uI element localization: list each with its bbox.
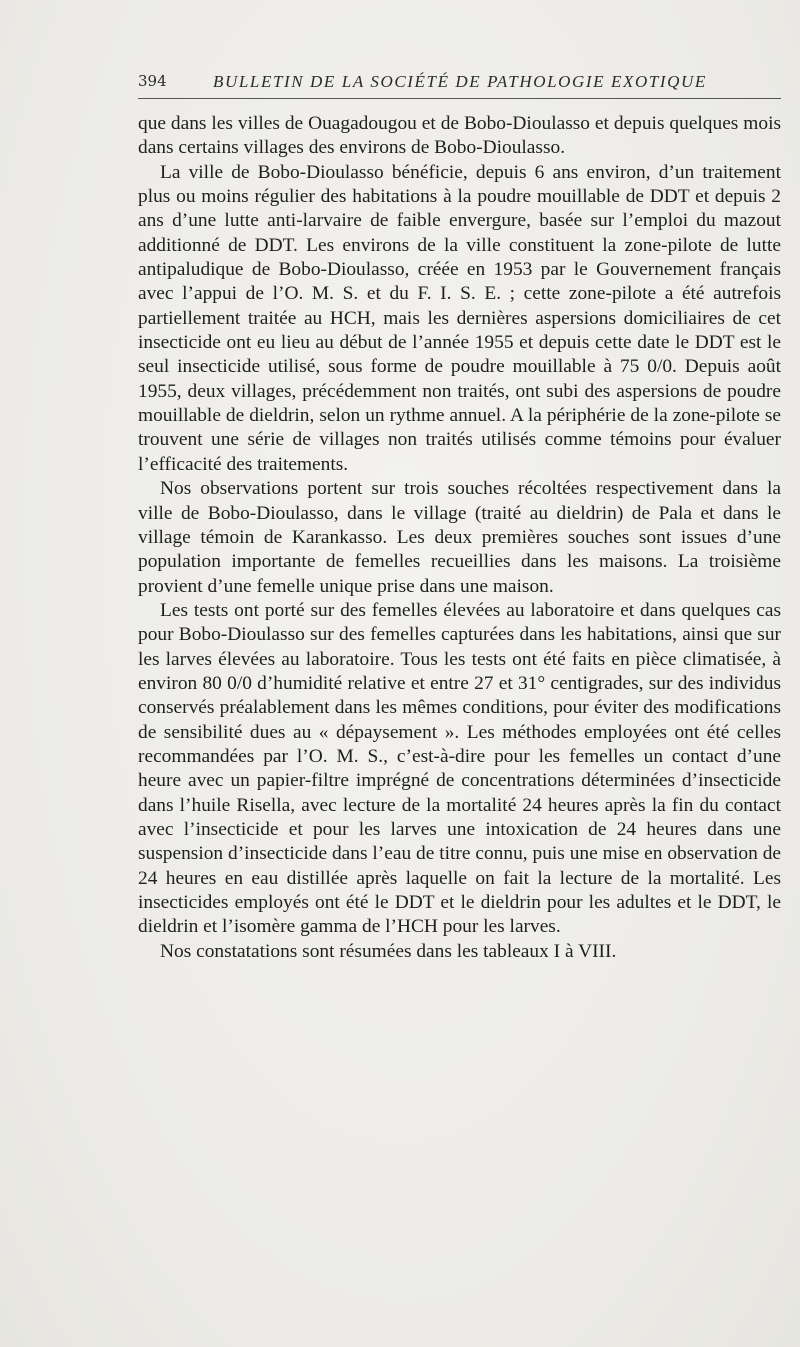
- paragraph-bobo-dioulasso: La ville de Bobo-Dioulasso bénéficie, depuis 6 ans environ, d’un traitement plus ou moins régulier des habitations à la poudre mouillable de DDT et depuis 2 ans d’une lutte anti-larvaire de faible envergure, basée sur l’emploi du mazout additionné de DDT. Les environs de la ville constituent la zone-pilote de lutte antipaludique de Bobo-Dioulasso, créée en 1953 par le Gouvernement français avec l’appui de l’O. M. S. et du F. I. S. E. ; cette zone-pilote a été autrefois partiellement traitée au HCH, mais les dernières aspersions domiciliaires de cet insecticide ont eu lieu au début de l’année 1955 et depuis cette date le DDT est le seul insecticide utilisé, sous forme de poudre mouillable à 75 0/0. Depuis août 1955, deux villages, précédemment non traités, ont subi des aspersions de poudre mouillable de dieldrin, selon un rythme annuel. A la périphérie de la zone-pilote se trouvent une série de villages non traités utilisés comme témoins pour évaluer l’efficacité des traitements.: [138, 161, 781, 475]
- paragraph-observations: Nos observations portent sur trois souches récoltées respectivement dans la ville de Bobo-Dioulasso, dans le village (traité au dieldrin) de Pala et dans le village témoin de Karankasso. Les deux premières souches sont issues d’une population importante de femelles recueillies dans les maisons. La troisième provient d’une femelle unique prise dans une maison.: [138, 478, 781, 597]
- page-number: 394: [138, 72, 167, 90]
- paragraph-conclusion: Nos constatations sont résumées dans les tableaux I à VIII.: [160, 940, 617, 962]
- header-rule: [138, 98, 781, 99]
- body-text: [138, 112, 781, 964]
- paragraph-tests: Les tests ont porté sur des femelles élevées au laboratoire et dans quelques cas pour Bobo-Dioulasso sur des femelles capturées dans les habitations, ainsi que sur les larves élevées au laboratoire. Tous les tests ont été faits en pièce climatisée, à environ 80 0/0 d’humidité relative et entre 27 et 31° centigrades, sur des individus conservés préalablement dans les mêmes conditions, pour éviter des modifications de sensibilité dues au « dépaysement ». Les méthodes employées ont été celles recommandées par l’O. M. S., c’est-à-dire pour les femelles un contact d’une heure avec un papier-filtre imprégné de concentrations déterminées d’insecticide dans l’huile Risella, avec lecture de la mortalité 24 heures après la fin du contact avec l’insecticide et pour les larves une intoxication de 24 heures dans une suspension d’insecticide dans l’eau de titre connu, puis une mise en observation de 24 heures en eau distillée après laquelle on fait la lecture de la mortalité. Les insecticides employés ont été le DDT et le dieldrin pour les adultes et le DDT, le dieldrin et l’isomère gamma de l’HCH pour les larves.: [138, 599, 781, 938]
- running-title: BULLETIN DE LA SOCIÉTÉ DE PATHOLOGIE EXOTIQUE: [213, 72, 707, 91]
- paragraph-continuation: que dans les villes de Ouagadougou et de Bobo-Dioulasso et depuis quelques mois dans certains villages des environs de Bobo-Dioulasso.: [138, 113, 781, 159]
- page-header: [138, 72, 781, 94]
